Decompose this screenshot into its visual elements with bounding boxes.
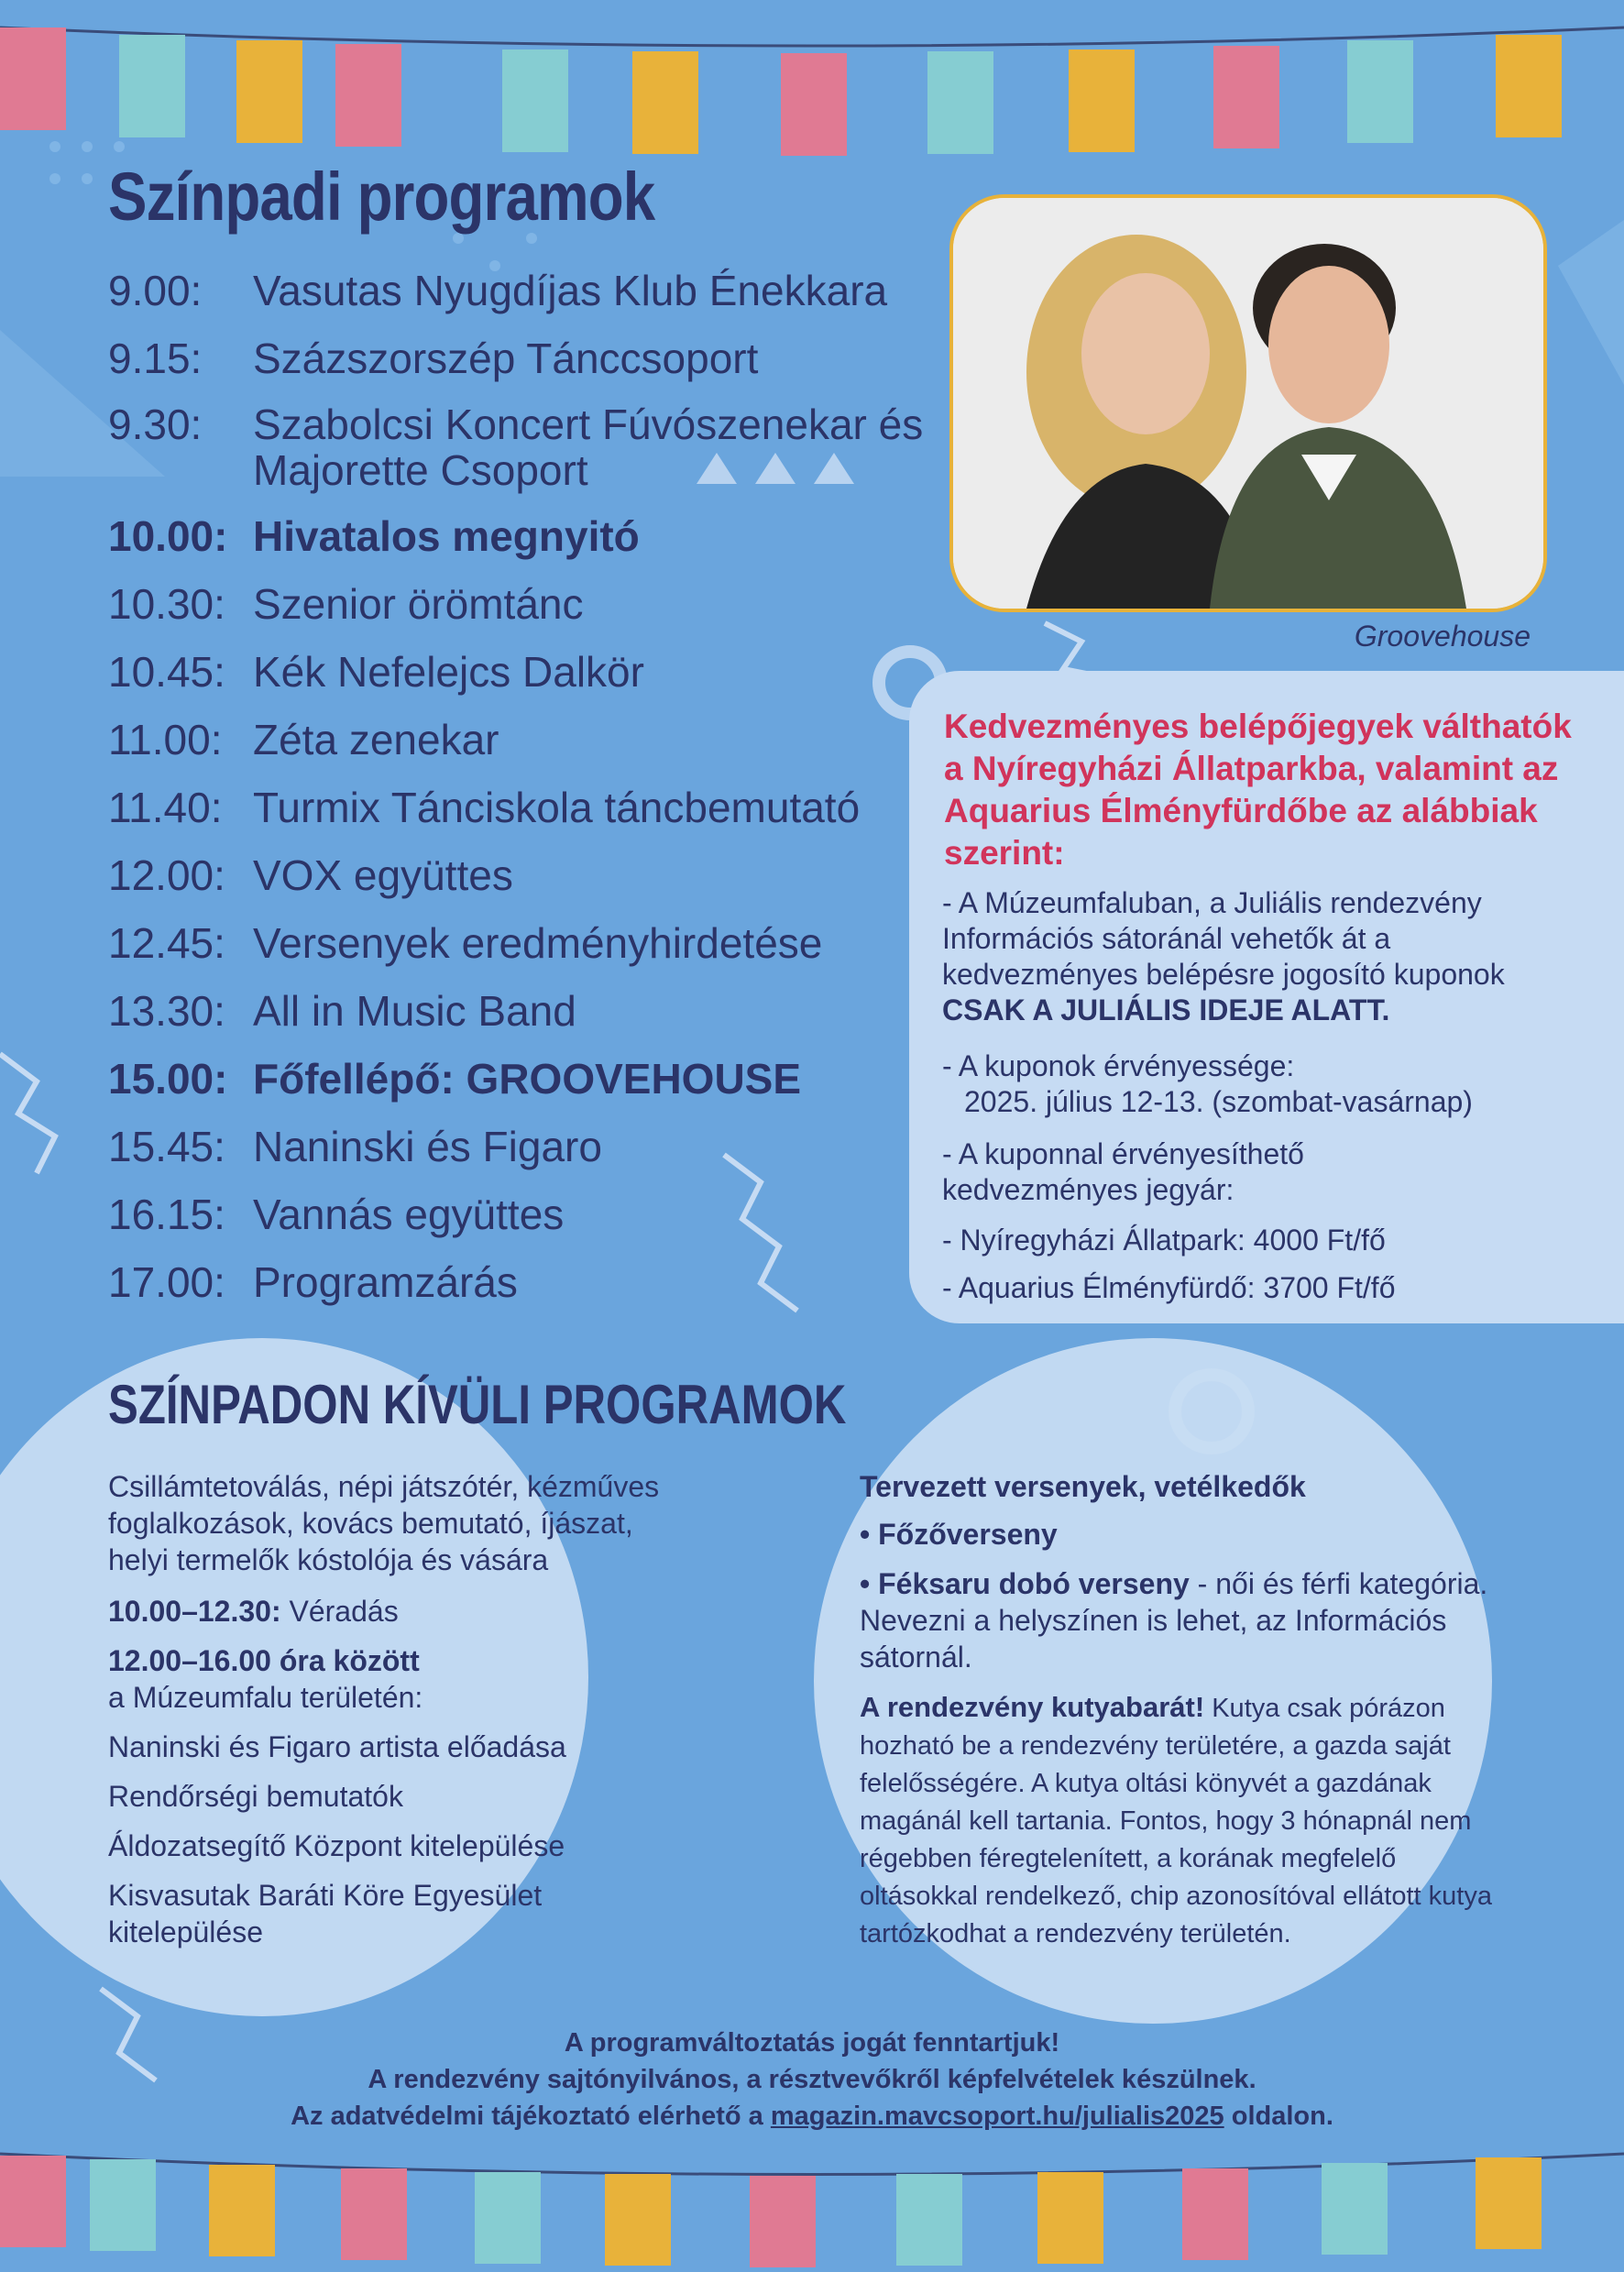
schedule-time: 11.40:	[108, 784, 223, 831]
flag	[1476, 2157, 1542, 2249]
dog-friendly-title: A rendezvény kutyabarát!	[860, 1691, 1205, 1723]
flag	[1496, 35, 1562, 137]
schedule-time: 15.45:	[108, 1123, 225, 1170]
discount-item-coupons	[942, 885, 1584, 1028]
schedule-time: 10.00:	[108, 512, 228, 560]
flag	[927, 51, 993, 154]
offstage-intro: Csillámtetoválás, népi játszótér, kézműves foglalkozások, kovács bemutató, íjászat, helyi termelők kóstolója és vására	[108, 1470, 660, 1576]
contests-heading: Tervezett versenyek, vetélkedők	[860, 1470, 1306, 1503]
offstage-heading: SZÍNPADON KÍVÜLI PROGRAMOK	[108, 1374, 847, 1435]
schedule-time: 9.15:	[108, 335, 203, 382]
schedule-time: 9.00:	[108, 267, 203, 314]
schedule-row	[108, 334, 933, 383]
schedule-time: 11.00:	[108, 716, 223, 763]
schedule-name: VOX együttes	[253, 851, 513, 899]
schedule-name: Hivatalos megnyitó	[253, 512, 640, 560]
schedule-time: 10.30:	[108, 580, 225, 628]
schedule-row	[108, 401, 933, 493]
flag	[1213, 46, 1279, 148]
schedule-name: Naninski és Figaro	[253, 1123, 602, 1170]
schedule-row	[108, 783, 933, 832]
discount-item-validity	[942, 1048, 1584, 1120]
flag	[475, 2172, 541, 2264]
schedule-name: Főfellépő: GROOVEHOUSE	[253, 1055, 802, 1103]
contest-brakeshoe-title: • Féksaru dobó verseny	[860, 1567, 1190, 1600]
schedule-row	[108, 1190, 933, 1239]
offstage-item: Naninski és Figaro artista előadása	[108, 1730, 566, 1763]
schedule-row	[108, 266, 933, 315]
schedule-time: 13.30:	[108, 987, 225, 1035]
schedule-row	[108, 918, 933, 968]
privacy-link[interactable]: magazin.mavcsoport.hu/julialis2025	[770, 2102, 1224, 2131]
discount-item-price: - A kuponnal érvényesíthető kedvezményes jegyár:	[942, 1137, 1304, 1206]
offstage-item: Kisvasutak Baráti Köre Egyesület kitelepülése	[108, 1879, 543, 1948]
flag	[1347, 40, 1413, 143]
schedule-name: Kék Nefelejcs Dalkör	[253, 648, 644, 696]
flag	[335, 44, 401, 147]
schedule-list	[108, 266, 933, 1325]
schedule-time: 15.00:	[108, 1055, 228, 1103]
schedule-time: 10.45:	[108, 648, 225, 696]
band-photo	[949, 194, 1547, 612]
schedule-name: Turmix Tánciskola táncbemutató	[253, 784, 861, 831]
schedule-name: All in Music Band	[253, 987, 576, 1035]
flag	[1322, 2163, 1388, 2255]
flag	[1182, 2168, 1248, 2260]
schedule-name: Szabolcsi Koncert Fúvószenekar és Majorette Csoport	[253, 401, 924, 494]
discount-item-text: - A kuponok érvényessége:	[942, 1049, 1295, 1082]
flag	[341, 2168, 407, 2260]
schedule-row	[108, 715, 933, 764]
footer-line1: A programváltoztatás jogát fenntartjuk!	[564, 2028, 1060, 2058]
schedule-row	[108, 579, 933, 629]
footer-line3-pre: Az adatvédelmi tájékoztató elérhető a	[291, 2102, 763, 2131]
schedule-name: Százszorszép Tánccsoport	[253, 335, 759, 382]
contest-brakeshoe-desc: - női és férfi kategória. Nevezni a helyszínen is lehet, az Információs sátornál.	[860, 1567, 1488, 1674]
discount-item-zoo: - Nyíregyházi Állatpark: 4000 Ft/fő	[942, 1224, 1386, 1257]
footer-line2: A rendezvény sajtónyilvános, a résztvevőkről képfelvételek készülnek.	[368, 2065, 1256, 2094]
discount-item-spa: - Aquarius Élményfürdő: 3700 Ft/fő	[942, 1271, 1396, 1304]
schedule-time: 12.45:	[108, 919, 225, 967]
offstage-item: Rendőrségi bemutatók	[108, 1780, 403, 1813]
blood-label: Véradás	[289, 1595, 399, 1628]
schedule-name: Vannás együttes	[253, 1191, 565, 1238]
schedule-row	[108, 986, 933, 1036]
schedule-row	[108, 1257, 933, 1307]
offstage-item: Áldozatsegítő Központ kitelepülése	[108, 1829, 565, 1862]
flag	[896, 2174, 962, 2266]
flag	[781, 53, 847, 156]
schedule-row	[108, 647, 933, 697]
schedule-row	[108, 1054, 933, 1103]
offstage-window-time: 12.00–16.00 óra között	[108, 1644, 420, 1677]
contest-cooking: • Főzőverseny	[860, 1518, 1058, 1551]
discount-item-bold: CSAK A JULIÁLIS IDEJE ALATT.	[942, 993, 1390, 1026]
schedule-time: 12.00:	[108, 851, 225, 899]
offstage-blood	[108, 1593, 399, 1630]
flag	[632, 51, 698, 154]
schedule-name: Szenior örömtánc	[253, 580, 584, 628]
discount-heading: Kedvezményes belépőjegyek válthatók a Nyíregyházi Állatparkba, valamint az Aquarius Élményfürdőbe az alábbiak szerint:	[944, 708, 1572, 872]
flag	[750, 2176, 816, 2267]
flag	[119, 35, 185, 137]
footer-line3-post: oldalon.	[1231, 2102, 1333, 2131]
schedule-name: Versenyek eredményhirdetése	[253, 919, 823, 967]
page-title: Színpadi programok	[108, 159, 655, 235]
flag	[0, 2156, 66, 2247]
contest-brakeshoe	[860, 1565, 1520, 1675]
flag	[502, 49, 568, 152]
footer-line3	[0, 2099, 1624, 2134]
flag	[236, 40, 302, 143]
schedule-row	[108, 511, 933, 561]
offstage-window-place: a Múzeumfalu területén:	[108, 1681, 423, 1714]
schedule-name: Zéta zenekar	[253, 716, 499, 763]
flag	[605, 2174, 671, 2266]
schedule-name: Programzárás	[253, 1258, 518, 1306]
discount-item-text: - A Múzeumfaluban, a Juliális rendezvény Információs sátoránál vehetők át a kedvezményes belépésre jogosító kuponok	[942, 886, 1505, 991]
flag	[90, 2159, 156, 2251]
band-photo-illustration	[953, 198, 1543, 609]
dog-friendly-notice	[860, 1688, 1492, 1953]
flag	[1069, 49, 1135, 152]
flag	[209, 2165, 275, 2256]
blood-time: 10.00–12.30:	[108, 1595, 281, 1628]
discount-item-date: 2025. július 12-13. (szombat-vasárnap)	[964, 1085, 1473, 1118]
photo-caption: Groovehouse	[1354, 620, 1531, 653]
dog-friendly-text: Kutya csak pórázon hozható be a rendezvény területére, a gazda saját felelősségére. A kutya oltási könyvét a gazdának magánál kell tartania. Fontos, hogy 3 hónapnál nem régebben féregtelenített, a korának megfelelő oltásokkal rendelkező, chip azonosítóval ellátott kutya tartózkodhat a rendezvény területén.	[860, 1694, 1492, 1948]
schedule-row	[108, 1122, 933, 1171]
schedule-time: 17.00:	[108, 1258, 225, 1306]
flag	[1037, 2172, 1103, 2264]
schedule-time: 16.15:	[108, 1191, 225, 1238]
flag	[0, 27, 66, 130]
schedule-row	[108, 851, 933, 900]
schedule-time: 9.30:	[108, 401, 203, 448]
schedule-name: Vasutas Nyugdíjas Klub Énekkara	[253, 267, 888, 314]
